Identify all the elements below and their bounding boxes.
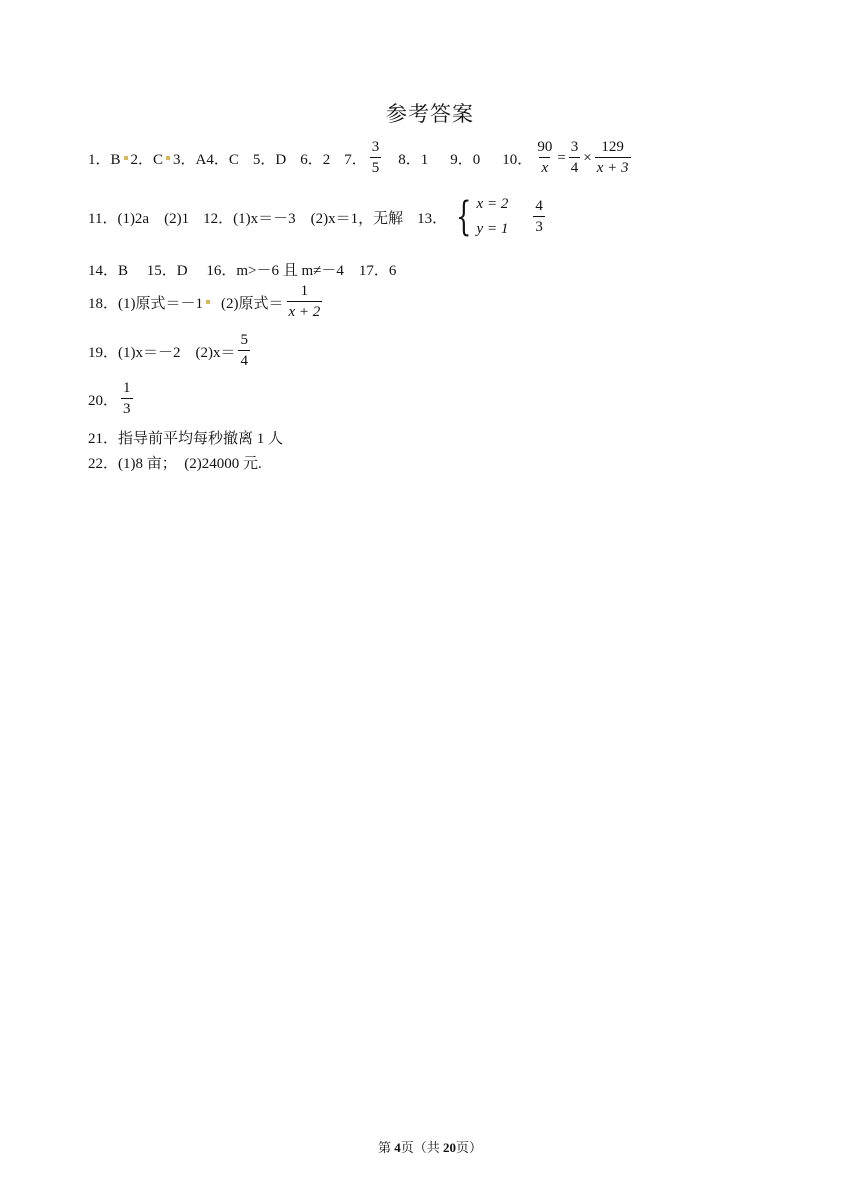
- fraction-denominator: x: [539, 157, 550, 176]
- answer-row-14-17: [88, 259, 396, 280]
- fraction-denominator: x + 3: [595, 157, 631, 176]
- fraction-numerator: 90: [537, 139, 553, 155]
- fraction-denominator: 4: [238, 350, 250, 369]
- fraction-denominator: 3: [121, 398, 133, 417]
- answer-7-fraction: [370, 140, 382, 176]
- fraction-denominator: 5: [370, 157, 382, 176]
- fraction-numerator: 1: [300, 283, 309, 299]
- fraction-numerator: 129: [601, 139, 624, 155]
- brace-symbol: {: [456, 194, 472, 240]
- answers-14-17: 14．B 15．D 16．m>－6 且 m≠－4 17．6: [88, 263, 397, 279]
- page-title: 参考答案: [386, 102, 474, 126]
- footer-total-pages: 20: [443, 1140, 456, 1155]
- footer-prefix: 第: [377, 1140, 395, 1155]
- answer-9: 9．0: [450, 151, 481, 168]
- fraction-denominator: 3: [533, 216, 545, 235]
- highlight-mark: [206, 300, 210, 304]
- fraction-numerator: 5: [240, 332, 248, 348]
- highlight-mark: [166, 156, 170, 160]
- answer-row-21: [88, 427, 283, 448]
- answer-row-18: [88, 284, 325, 320]
- answer-13-equation-system: [451, 196, 508, 238]
- answer-22: 22．(1)8 亩； (2)24000 元.: [88, 456, 262, 472]
- answer-19-fraction: [238, 333, 250, 369]
- answer-10-fraction-2: [569, 140, 581, 176]
- answer-row-11-13: [88, 196, 548, 238]
- answer-21: 21．指导前平均每秒撤离 1 人: [88, 431, 284, 447]
- answer-12: 12．(1)x＝－3 (2)x＝1，无解: [203, 210, 404, 227]
- fraction-numerator: 3: [371, 139, 380, 155]
- answer-1: 1．B: [88, 151, 121, 168]
- answer-6: 6．2: [300, 151, 331, 168]
- answer-11: 11．(1)2a (2)1: [88, 210, 190, 227]
- answer-2: 2．C: [130, 151, 164, 168]
- answer-10-label: 10．: [502, 151, 533, 168]
- footer-suffix: 页）: [456, 1140, 483, 1155]
- answer-18-fraction: [287, 284, 323, 320]
- highlight-mark: [124, 156, 128, 160]
- answer-5: 5．D: [252, 151, 287, 168]
- answer-7-label: 7．: [344, 151, 367, 168]
- answer-row-20: [88, 381, 136, 417]
- system-row-2: y = 1: [476, 221, 509, 237]
- system-rows: [477, 196, 509, 238]
- answer-18-part-2: (2)原式＝: [221, 295, 284, 312]
- equals-sign: =: [557, 149, 566, 166]
- answer-13-fraction: [533, 199, 545, 235]
- answer-10-fraction-3: [595, 140, 631, 176]
- answer-19-text: 19．(1)x＝－2 (2)x＝: [88, 344, 236, 361]
- answer-4: 4．C: [206, 151, 239, 168]
- answer-3: 3．A: [173, 151, 207, 168]
- answer-13-label: 13．: [417, 210, 448, 227]
- times-sign: ×: [583, 149, 592, 166]
- answer-8: 8．1: [398, 151, 429, 168]
- fraction-denominator: x + 2: [287, 301, 323, 320]
- footer-middle: 页（共: [400, 1140, 443, 1155]
- answer-row-22: [88, 452, 262, 473]
- system-row-1: x = 2: [476, 196, 509, 212]
- answer-row-19: [88, 333, 253, 369]
- footer-page-number: 4: [394, 1140, 401, 1155]
- answer-20-fraction: [121, 381, 133, 417]
- answer-18-part-1: 18．(1)原式＝－1: [88, 295, 203, 312]
- fraction-numerator: 4: [535, 198, 543, 214]
- fraction-denominator: 4: [569, 157, 581, 176]
- fraction-numerator: 3: [570, 139, 579, 155]
- answer-row-1-10: [88, 140, 634, 176]
- page-footer: [0, 1137, 860, 1156]
- answer-20-label: 20．: [88, 392, 119, 409]
- answer-10-fraction-1: [535, 140, 554, 176]
- fraction-numerator: 1: [123, 380, 131, 396]
